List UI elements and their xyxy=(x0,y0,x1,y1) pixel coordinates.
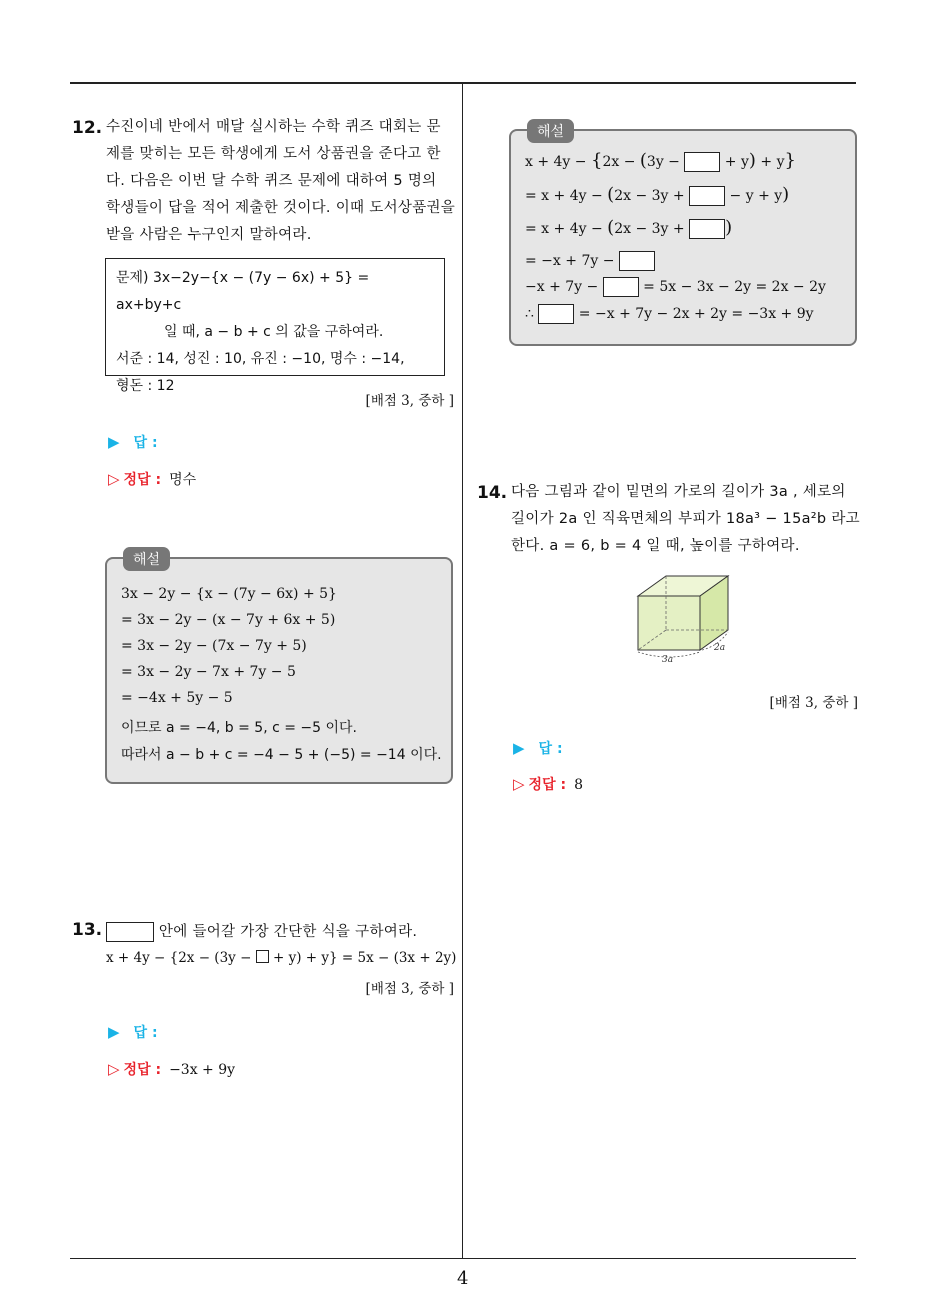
q13-sol-line-6: ∴ = −x + 7y − 2x + 2y = −3x + 9y xyxy=(525,306,814,322)
q12-sol-line: 이므로 a = −4, b = 5, c = −5 이다. xyxy=(121,720,358,736)
q13-answer-label: ▶ 답 : xyxy=(108,1023,158,1041)
answer-blank-small xyxy=(256,950,269,963)
top-rule xyxy=(70,82,856,84)
q14-correct-answer: ▷ 정답 : 8 xyxy=(513,775,583,793)
depth-label: 2a xyxy=(714,643,726,653)
q12-sol-line: = 3x − 2y − (x − 7y + 6x + 5) xyxy=(121,612,336,628)
q12-number: 12. xyxy=(72,118,103,138)
q13-sol-line-5: −x + 7y − = 5x − 3x − 2y = 2x − 2y xyxy=(525,279,826,295)
q12-sol-line: 따라서 a − b + c = −4 − 5 + (−5) = −14 이다. xyxy=(121,747,442,763)
q13-sol-line-4: = −x + 7y − xyxy=(525,251,655,271)
width-label: 3a xyxy=(662,655,674,665)
q13-text: 안에 들어갈 가장 간단한 식을 구하여라. xyxy=(106,919,458,946)
cuboid-front-face xyxy=(638,596,700,650)
play-icon: ▶ xyxy=(108,1023,120,1041)
cuboid-figure xyxy=(630,570,750,666)
q12-text xyxy=(106,114,458,249)
q13-solution-box xyxy=(509,124,857,346)
q13-equation: x + 4y − {2x − (3y − + y) + y} = 5x − (3x + 2y) xyxy=(106,950,457,966)
column-divider xyxy=(462,84,463,1259)
play-icon: ▶ xyxy=(108,433,120,451)
answer-blank xyxy=(619,251,655,271)
answer-blank xyxy=(689,186,725,206)
page-number: 4 xyxy=(457,1268,469,1289)
q12-line: 수진이네 반에서 매달 실시하는 수학 퀴즈 대회는 문 xyxy=(106,119,441,135)
q12-box-line2: 일 때, a − b + c 의 값을 구하여라. xyxy=(164,324,384,340)
q12-sol-line: 3x − 2y − {x − (7y − 6x) + 5} xyxy=(121,586,337,602)
q13-score: [배점 3, 중하 ] xyxy=(365,981,454,997)
q13-correct-answer: ▷ 정답 : −3x + 9y xyxy=(108,1060,236,1078)
q12-box-line4: 형돈 : 12 xyxy=(116,378,175,394)
play-icon: ▶ xyxy=(513,739,525,757)
play-outline-icon: ▷ xyxy=(513,775,525,793)
q14-line: 다음 그림과 같이 밑면의 가로의 길이가 3a , 세로의 xyxy=(511,484,846,500)
q12-sol-line: = 3x − 2y − (7x − 7y + 5) xyxy=(121,638,307,654)
q12-line: 다. 다음은 이번 달 수학 퀴즈 문제에 대하여 5 명의 xyxy=(106,173,437,189)
q12-sol-line: = −4x + 5y − 5 xyxy=(121,690,233,706)
answer-blank xyxy=(603,277,639,297)
q12-line: 제를 맞히는 모든 학생에게 도서 상품권을 준다고 한 xyxy=(106,146,441,162)
q12-answer-label: ▶ 답 : xyxy=(108,433,158,451)
solution-tag: 해설 xyxy=(123,547,170,571)
q12-problem-box xyxy=(105,258,445,394)
bottom-rule xyxy=(70,1258,856,1259)
q12-line: 학생들이 답을 적어 제출한 것이다. 이때 도서상품권을 xyxy=(106,200,456,216)
answer-blank xyxy=(684,152,720,172)
answer-blank xyxy=(689,219,725,239)
q12-line: 받을 사람은 누구인지 말하여라. xyxy=(106,227,312,243)
q13-number: 13. xyxy=(72,920,103,940)
play-outline-icon: ▷ xyxy=(108,1060,120,1078)
q14-answer-label: ▶ 답 : xyxy=(513,739,563,757)
q12-box-line3: 서준 : 14, 성진 : 10, 유진 : −10, 명수 : −14, xyxy=(116,351,405,367)
answer-blank xyxy=(106,922,154,942)
answer-blank xyxy=(538,304,574,324)
q12-solution-box xyxy=(105,552,453,784)
q12-box-line1: 문제) 3x−2y−{x − (7y − 6x) + 5} = ax+by+c xyxy=(116,270,370,313)
q13-sol-line-1: x + 4y − {2x − (3y − + y) + y} xyxy=(525,150,796,171)
q13-sol-line-3: = x + 4y − (2x − 3y + ) xyxy=(525,217,733,238)
q12-score: [배점 3, 중하 ] xyxy=(365,393,454,409)
q14-line: 길이가 2a 인 직육면체의 부피가 18a³ − 15a²b 라고 xyxy=(511,511,860,527)
q12-correct-answer: ▷ 정답 : 명수 xyxy=(108,470,197,488)
q14-number: 14. xyxy=(477,483,508,503)
solution-tag: 해설 xyxy=(527,119,574,143)
play-outline-icon: ▷ xyxy=(108,470,120,488)
q13-sol-line-2: = x + 4y − (2x − 3y + − y + y) xyxy=(525,184,790,205)
q14-score: [배점 3, 중하 ] xyxy=(769,695,858,711)
q14-text xyxy=(511,479,861,560)
q12-sol-line: = 3x − 2y − 7x + 7y − 5 xyxy=(121,664,296,680)
q14-line: 한다. a = 6, b = 4 일 때, 높이를 구하여라. xyxy=(511,538,800,554)
